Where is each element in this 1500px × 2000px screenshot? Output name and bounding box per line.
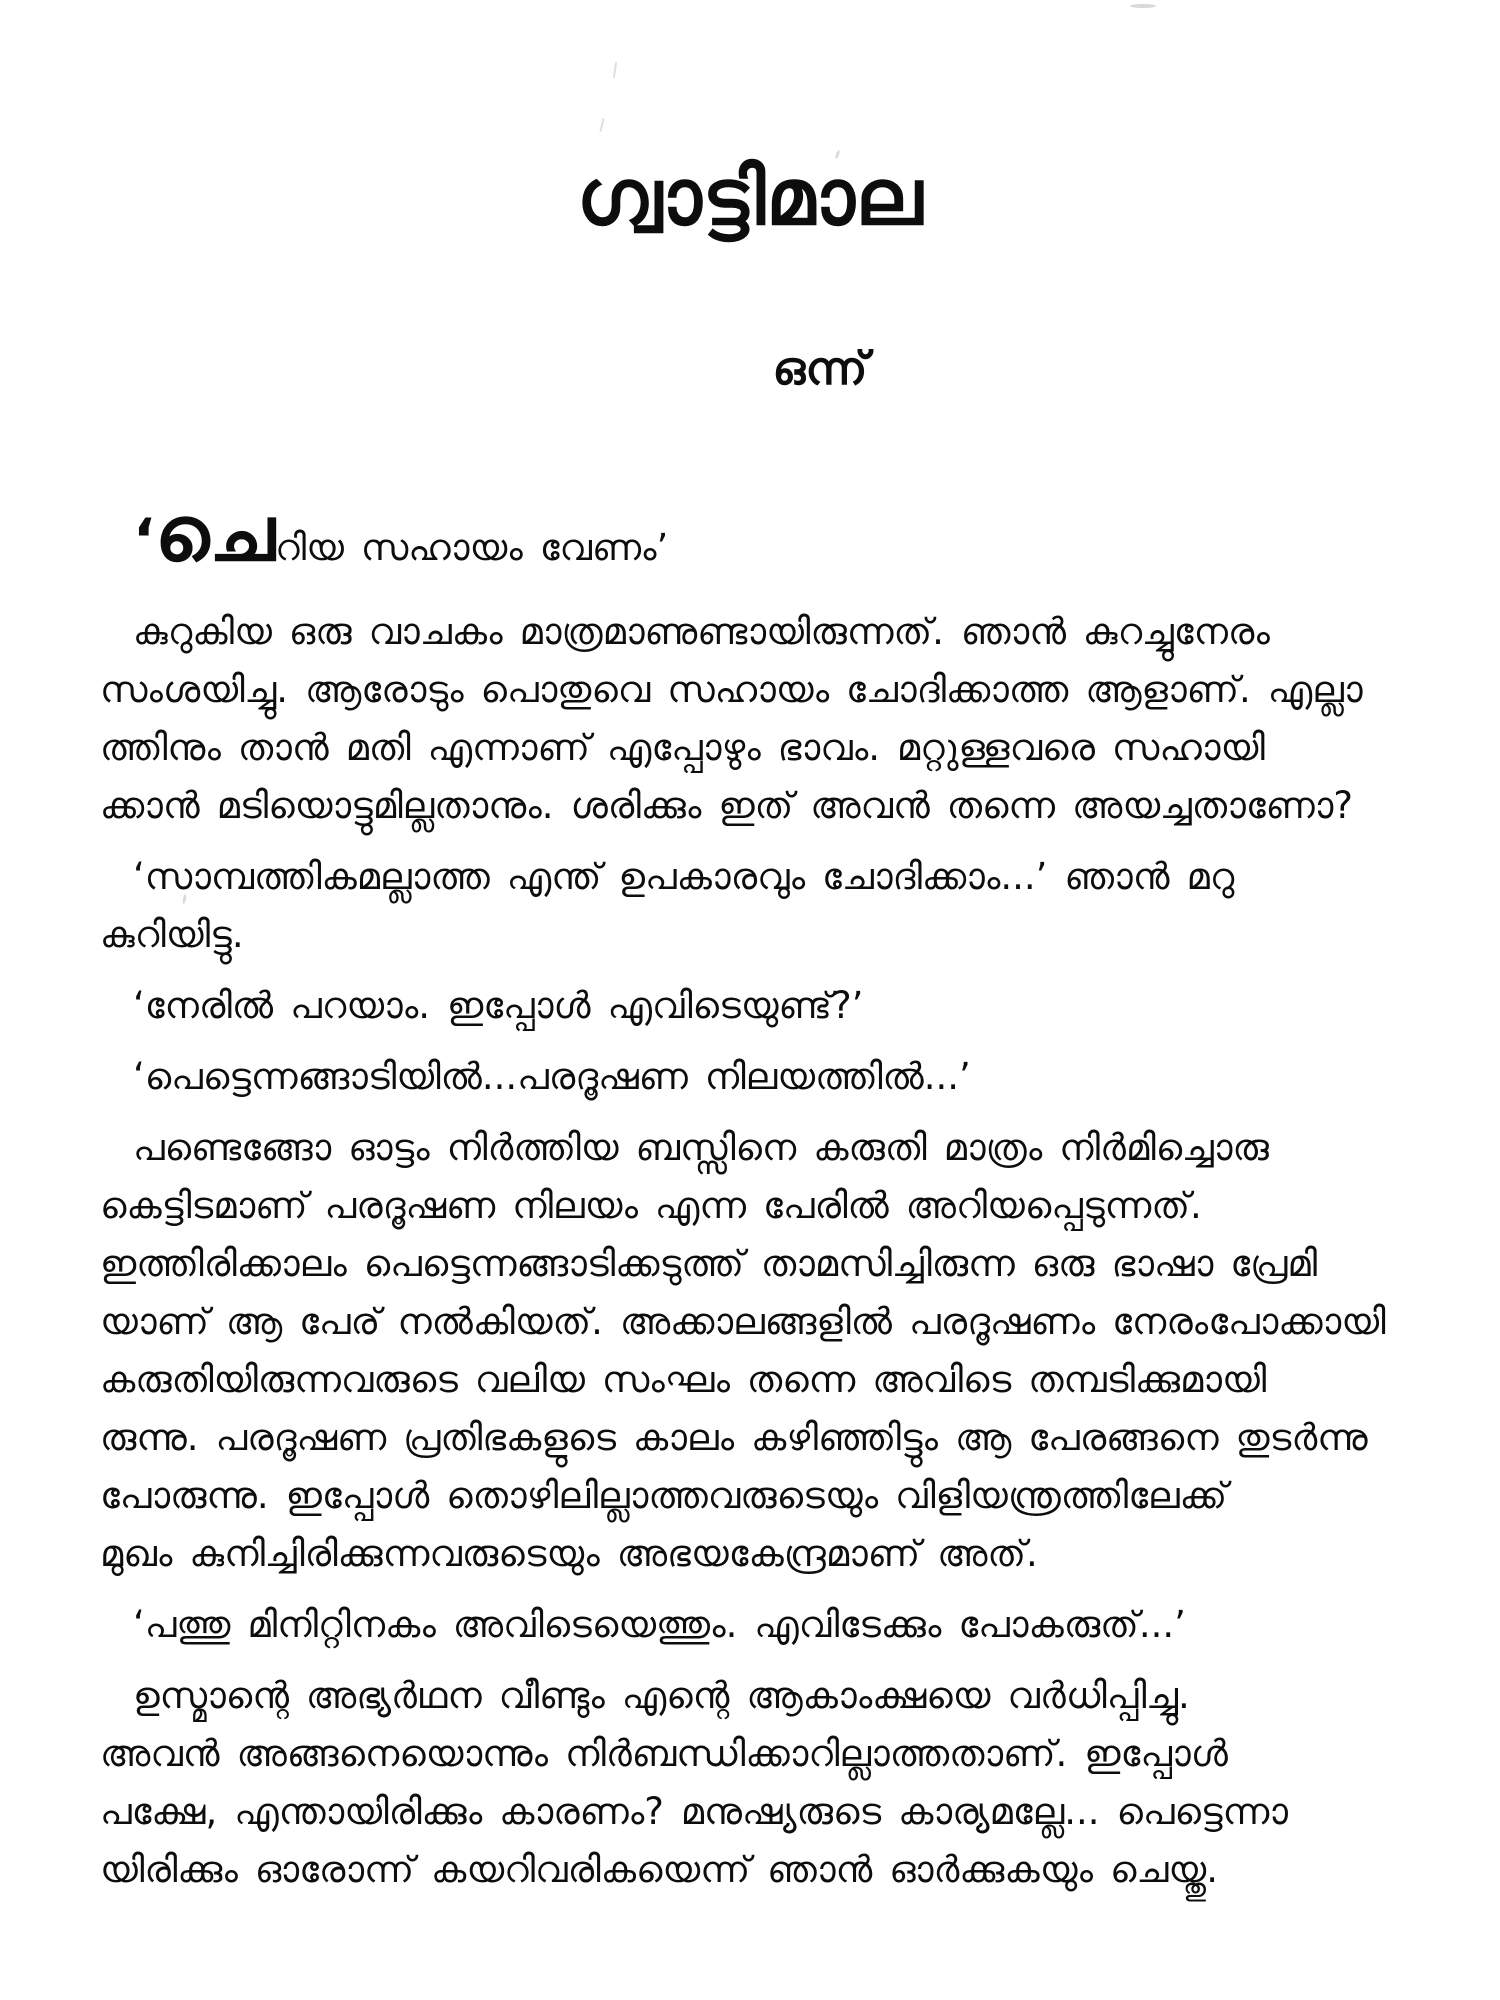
opening-quote-mark: ‘ [133,506,156,574]
text-line: ക്കാൻ മടിയൊട്ടുമില്ലതാനും. ശരിക്കും ഇത് അവൻ തന്നെ അയച്ചതാണോ? [100,784,1354,827]
text-line: ‘പത്തു മിനിറ്റിനകം അവിടെയെത്തും. എവിടേക്കും പോകരുത്...’ [133,1603,1186,1646]
text-line: പക്ഷേ, എന്തായിരിക്കും കാരണം? മനുഷ്യരുടെ കാര്യമല്ലേ... പെട്ടെന്നാ [100,1790,1288,1833]
text-line: മുഖം കുനിച്ചിരിക്കുന്നവരുടെയും അഭയകേന്ദ്രമാണ് അത്. [100,1532,1038,1575]
text-line: ‘സാമ്പത്തികമല്ലാത്ത എന്ത് ഉപകാരവും ചോദിക്കാം...’ ഞാൻ മറു [133,855,1235,898]
text-line: ‘നേരിൽ പറയാം. ഇപ്പോൾ എവിടെയുണ്ട്?’ [133,984,864,1027]
text-line: ത്തിനും താൻ മതി എന്നാണ് എപ്പോഴും ഭാവം. മറ്റുള്ളവരെ സഹായി [100,726,1265,769]
text-line: കെട്ടിടമാണ് പരദൂഷണ നിലയം എന്ന പേരിൽ അറിയപ്പെടുന്നത്. [100,1184,1202,1227]
text-line: രുന്നു. പരദൂഷണ പ്രതിഭകളുടെ കാലം കഴിഞ്ഞിട്ടും ആ പേരങ്ങനെ തുടർന്നു [100,1416,1368,1459]
text-line: സംശയിച്ചു. ആരോടും പൊതുവെ സഹായം ചോദിക്കാത്ത ആളാണ്. എല്ലാ [100,668,1363,711]
scan-artifact [599,118,604,132]
text-line: പോരുന്നു. ഇപ്പോൾ തൊഴിലില്ലാത്തവരുടെയും വിളിയന്ത്രത്തിലേക്ക് [100,1474,1228,1517]
text-line: കരുതിയിരുന്നവരുടെ വലിയ സംഘം തന്നെ അവിടെ തമ്പടിക്കുമായി [100,1358,1267,1401]
text-line: ഇത്തിരിക്കാലം പെട്ടെന്നങ്ങാടിക്കടുത്ത് താമസിച്ചിരുന്ന ഒരു ഭാഷാ പ്രേമി [100,1242,1318,1285]
body-text [100,489,1425,1899]
paragraph-opening-line [100,489,1425,590]
opening-line-text: റിയ സഹായം വേണം’ [275,526,669,569]
text-line: യിരിക്കും ഓരോന്ന് കയറിവരികയെന്ന് ഞാൻ ഓർക്കുകയും ചെയ്തു. [100,1848,1218,1891]
scan-artifact [1130,4,1156,8]
text-line: ‘പെട്ടെന്നങ്ങാടിയിൽ...പരദൂഷണ നിലയത്തിൽ...’ [133,1055,971,1098]
text-line: പണ്ടെങ്ങോ ഓട്ടം നിർത്തിയ ബസ്സിനെ കരുതി മാത്രം നിർമിച്ചൊരു [133,1126,1269,1169]
chapter-heading: ഒന്ന് [772,341,868,395]
text-line: ഉസ്മാന്റെ അഭ്യർഥന വീണ്ടും എന്റെ ആകാംക്ഷയെ വർധിപ്പിച്ചു. [133,1674,1190,1717]
text-line: കുറിയിട്ടു. [100,913,244,956]
text-line: യാണ് ആ പേര് നൽകിയത്. അക്കാലങ്ങളിൽ പരദൂഷണം നേരംപോക്കായി [100,1300,1386,1343]
text-line: കുറുകിയ ഒരു വാചകം മാത്രമാണുണ്ടായിരുന്നത്. ഞാൻ കുറച്ചുനേരം [133,610,1270,653]
scan-artifact [613,62,617,78]
page-title: ഗ്വാട്ടിമാല [576,153,924,243]
drop-cap: ചെ [155,489,276,578]
text-line: അവൻ അങ്ങനെയൊന്നും നിർബന്ധിക്കാറില്ലാത്തതാണ്. ഇപ്പോൾ [100,1732,1228,1775]
